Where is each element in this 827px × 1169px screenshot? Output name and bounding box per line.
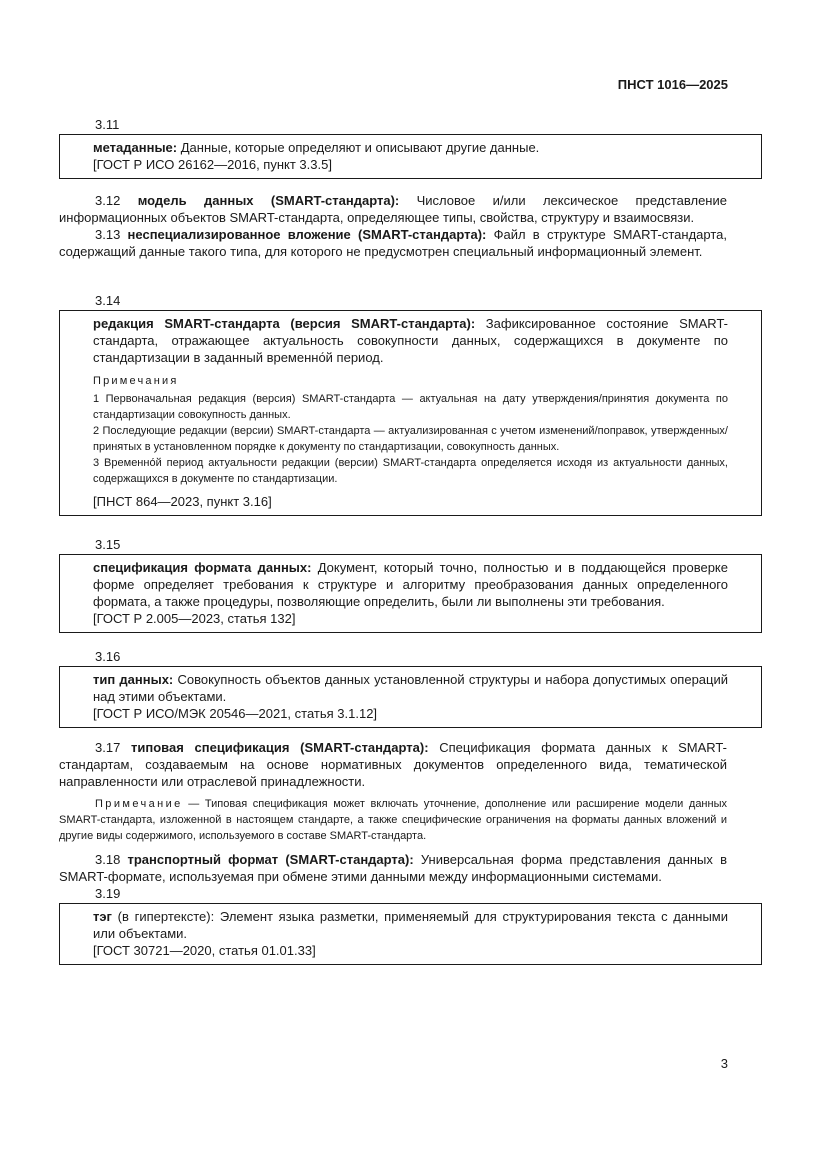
term-box-3-14 xyxy=(59,310,762,516)
term-number-3-15: 3.15 xyxy=(95,537,121,552)
definition-text: Универсальная форма представления данных в SMART-формате, используемая при обмене этими данными между информационными системами. xyxy=(59,852,727,884)
definition-text: Файл в структуре SMART-стандарта, содержащий данные такого типа, для которого не предусмотрен специальный информационный элемент. xyxy=(59,227,727,259)
definition-text: Совокупность объектов данных установленной структуры и набора допустимых операций над этими объектами. xyxy=(93,672,729,704)
term-box-3-19 xyxy=(59,903,762,965)
term-box-3-15 xyxy=(59,554,762,633)
term-note-3-17 xyxy=(59,796,727,844)
term-name: неспециализированное вложение (SMART-стандарта): xyxy=(127,227,487,242)
term-definition xyxy=(93,908,728,942)
term-source: [ГОСТ Р 2.005—2023, статья 132] xyxy=(93,611,296,626)
definition-text: Числовое и/или лексическое представление информационных объектов SMART-стандарта, определяющее типы, свойства, структуру и взаимосвязи. xyxy=(59,193,727,225)
term-name: метаданные: xyxy=(93,140,178,155)
term-definition xyxy=(93,139,728,156)
term-number-3-19: 3.19 xyxy=(95,886,121,901)
term-source: [ГОСТ Р ИСО/МЭК 20546—2021, статья 3.1.12] xyxy=(93,706,378,721)
term-definition xyxy=(93,671,728,705)
definition-text: Документ, который точно, полностью и в поддающейся проверке форме определяет требования к структуре и алгоритму преобразования данных определенного формата, а также процедуры, позволяющие определить, были ли выполнены эти требования. xyxy=(93,560,728,609)
note-label: Примечание xyxy=(95,798,183,810)
term-qualifier: (в гипертексте) xyxy=(111,909,211,924)
term-paragraph-3-13 xyxy=(59,226,727,260)
note-2: 2 Последующие редакции (версии) SMART-стандарта — актуализированная с учетом изменений/поправок, утвержденных/принятых в установленном порядке к документу по стандартизации, совокупность данных. xyxy=(93,425,728,453)
term-paragraph-3-12 xyxy=(59,192,727,226)
definition-text: Зафиксированное состояние SMART-стандарта, отражающее актуальность совокупности данных, содержащихся в документе по стандартизации в заданный временно́й период. xyxy=(93,316,728,365)
term-source: [ГОСТ 30721—2020, статья 01.01.33] xyxy=(93,943,316,958)
term-box-3-16 xyxy=(59,666,762,728)
notes-title: Примечания xyxy=(93,375,179,387)
term-name: спецификация формата данных: xyxy=(93,560,312,575)
term-box-3-11 xyxy=(59,134,762,179)
term-number: 3.17 xyxy=(95,740,132,755)
term-number: 3.13 xyxy=(95,227,128,242)
definition-text: Спецификация формата данных к SMART-стандартам, создаваемым на основе нормативных документов определенного вида, тематической направленности или отраслевой принадлежности. xyxy=(59,740,727,789)
note-3: 3 Временно́й период актуальности редакции (версии) SMART-стандарта определяется исходя из актуальности данных, содержащихся в документе по стандартизации. xyxy=(93,457,728,485)
notes-list xyxy=(93,391,728,487)
term-name: типовая спецификация (SMART-стандарта): xyxy=(131,740,429,755)
term-number-3-11: 3.11 xyxy=(95,117,120,132)
document-id: ПНСТ 1016—2025 xyxy=(617,77,728,92)
term-paragraph-3-17 xyxy=(59,739,727,790)
term-name: транспортный формат (SMART-стандарта): xyxy=(127,852,414,867)
term-number: 3.12 xyxy=(95,193,138,208)
definition-text: Данные, которые определяют и описывают другие данные. xyxy=(177,140,540,155)
term-definition xyxy=(93,315,728,366)
term-name: модель данных (SMART-стандарта): xyxy=(137,193,400,208)
note-text: — Типовая спецификация может включать уточнение, дополнение или расширение модели данных SMART-стандарта, изложенной в настоящем стандарте, а также специфические ограничения на форматы данных вложений и другие виды содержимого, используемого в составе SMART-стандарта. xyxy=(59,798,727,842)
term-number-3-14: 3.14 xyxy=(95,293,121,308)
term-name: тэг xyxy=(93,909,112,924)
term-name: редакция SMART-стандарта (версия SMART-стандарта): xyxy=(93,316,476,331)
term-definition xyxy=(93,559,728,610)
term-name: тип данных: xyxy=(93,672,174,687)
note-1: 1 Первоначальная редакция (версия) SMART-стандарта — актуальная на дату утверждения/принятия документа по стандартизации совокупность данных. xyxy=(93,393,728,421)
term-number: 3.18 xyxy=(95,852,128,867)
page-number: 3 xyxy=(720,1056,728,1071)
term-source: [ПНСТ 864—2023, пункт 3.16] xyxy=(93,494,272,509)
term-number-3-16: 3.16 xyxy=(95,649,121,664)
term-source: [ГОСТ Р ИСО 26162—2016, пункт 3.3.5] xyxy=(93,157,332,172)
term-paragraph-3-18 xyxy=(59,851,727,885)
definition-text: : Элемент языка разметки, применяемый для структурирования текста с данными или объектами. xyxy=(93,909,728,941)
